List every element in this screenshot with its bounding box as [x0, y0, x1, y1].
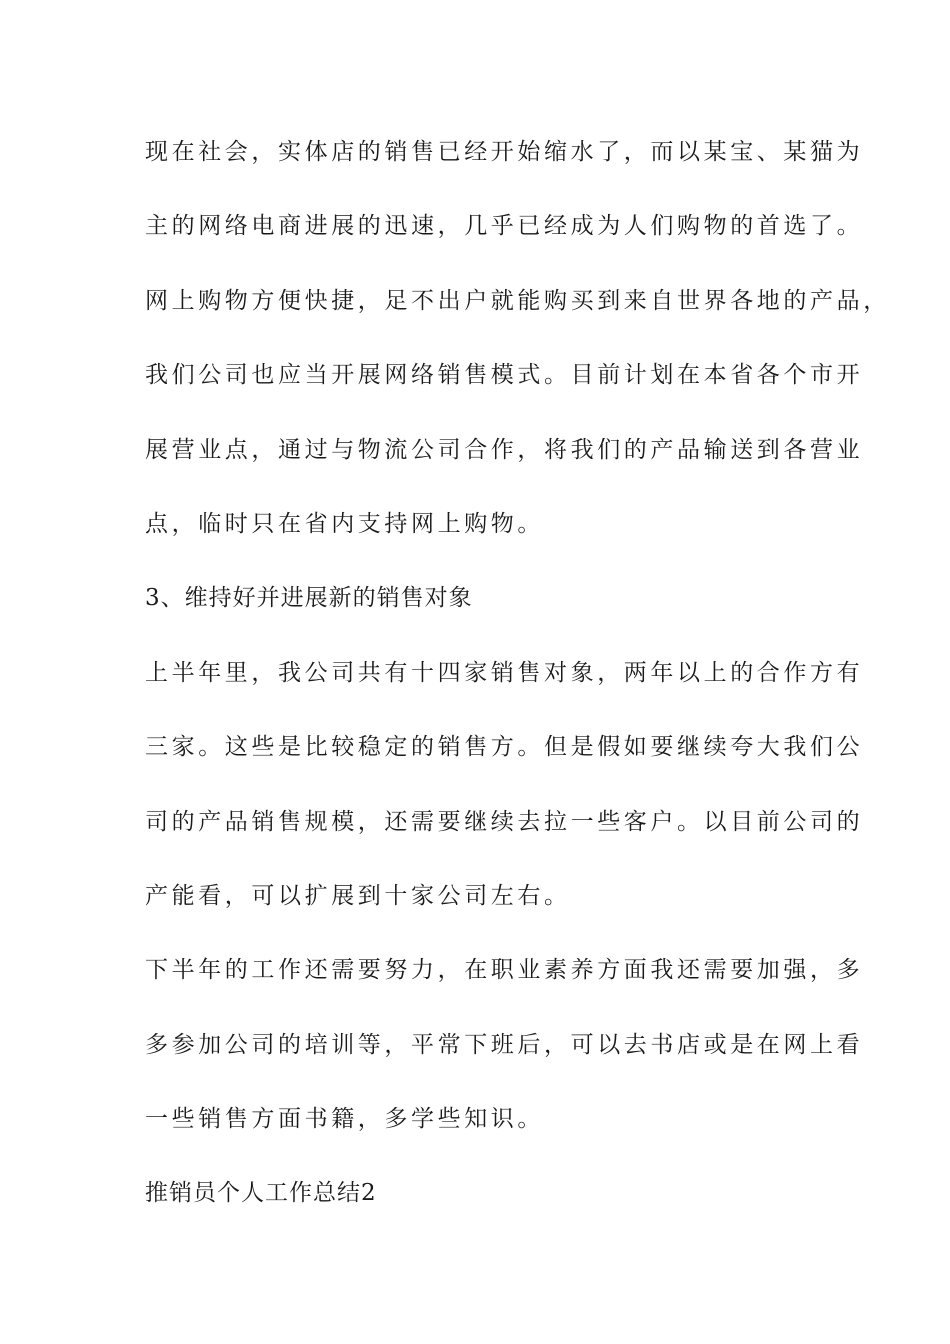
paragraph-line: 三家。这些是比较稳定的销售方。但是假如要继续夸大我们公: [145, 734, 864, 761]
paragraph-line: 一些销售方面书籍，多学些知识。: [145, 1106, 544, 1133]
paragraph-line: 现在社会，实体店的销售已经开始缩水了，而以某宝、某猫为: [145, 139, 864, 165]
paragraph-line: 我们公司也应当开展网络销售模式。目前计划在本省各个市开: [145, 362, 864, 389]
paragraph-line: 展营业点，通过与物流公司合作，将我们的产品输送到各营业: [145, 436, 864, 463]
document-body: [145, 128, 890, 1244]
paragraph-line: 上半年里，我公司共有十四家销售对象，两年以上的合作方有: [145, 659, 864, 686]
paragraph-line: 多参加公司的培训等，平常下班后，可以去书店或是在网上看: [145, 1031, 864, 1058]
paragraph-line: 下半年的工作还需要努力，在职业素养方面我还需要加强，多: [145, 957, 864, 984]
document-subtitle: 推销员个人工作总结2: [145, 1180, 377, 1207]
paragraph-line: 点，临时只在省内支持网上购物。: [145, 510, 544, 537]
paragraph-line: 产能看，可以扩展到十家公司左右。: [145, 882, 571, 909]
paragraph-line: 网上购物方便快捷，足不出户就能购买到来自世界各地的产品，: [145, 287, 890, 314]
section-heading: 3、维持好并进展新的销售对象: [145, 585, 473, 612]
paragraph-line: 司的产品销售规模，还需要继续去拉一些客户。以目前公司的: [145, 808, 864, 835]
paragraph-line: 主的网络电商进展的迅速，几乎已经成为人们购物的首选了。: [145, 213, 864, 240]
